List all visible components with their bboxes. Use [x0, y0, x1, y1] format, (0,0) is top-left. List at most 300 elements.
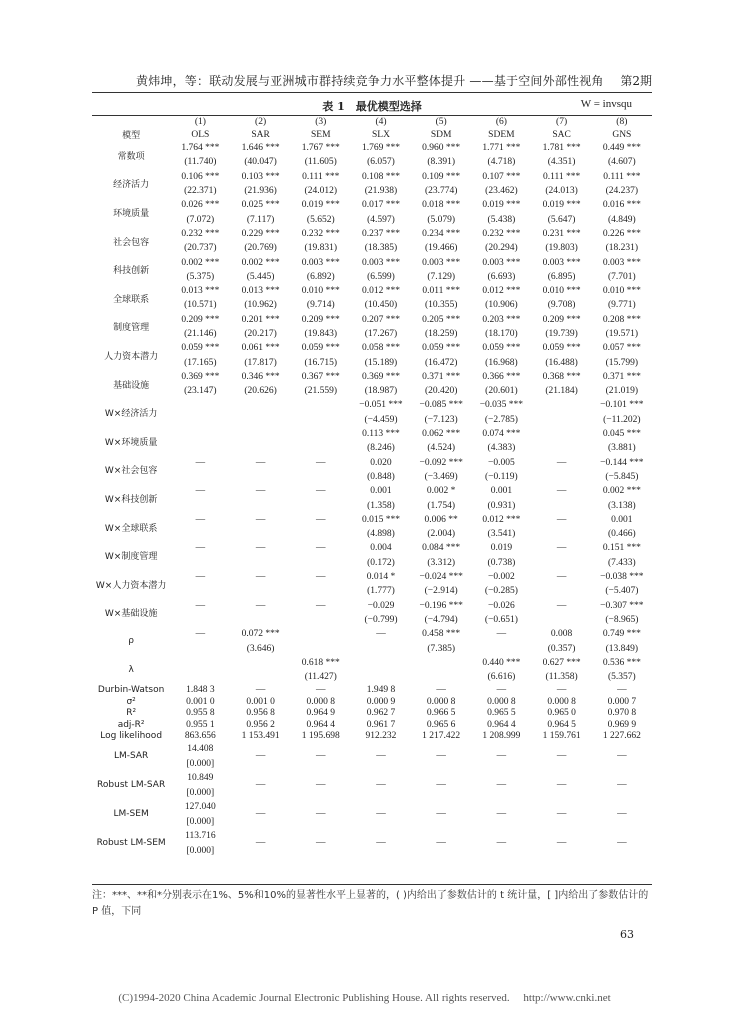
coef-cell: 0.369 ***: [361, 371, 400, 382]
coef-cell: −0.144 ***: [600, 457, 644, 468]
stat-cell: 912.232: [365, 731, 397, 742]
se-cell: (6.892): [306, 271, 335, 282]
coef-cell: —: [255, 543, 266, 554]
lm-label: LM-SAR: [113, 751, 149, 762]
table-row-se: [92, 527, 652, 541]
se-cell: [531, 413, 591, 427]
coef-cell: 0.226 ***: [602, 228, 641, 239]
col-number: (3): [315, 117, 327, 127]
coef-cell: 0.618 ***: [301, 657, 340, 668]
se-cell: [230, 498, 290, 512]
se-cell: (4.898): [367, 529, 395, 540]
se-cell: (−2.785): [484, 414, 518, 425]
col-number: (4): [375, 117, 387, 127]
coef-cell: 0.020: [370, 457, 392, 468]
se-cell: (9.771): [607, 300, 636, 311]
se-cell: (−3.469): [424, 471, 458, 482]
stat-cell: 0.961 7: [366, 719, 396, 730]
coef-cell: 0.627 ***: [542, 657, 581, 668]
se-cell: (8.246): [367, 443, 395, 454]
col-number: (5): [435, 117, 447, 127]
se-cell: (18.259): [424, 329, 458, 339]
table-row: [92, 541, 652, 555]
coef-cell: 0.059 ***: [422, 343, 461, 354]
coef-cell: 0.003 ***: [542, 257, 581, 268]
se-cell: (3.646): [246, 643, 275, 654]
stat-cell: 0.000 7: [607, 696, 637, 707]
se-cell: [230, 584, 290, 598]
row-label: 基础设施: [113, 380, 150, 391]
se-cell: (18.385): [364, 243, 398, 254]
se-cell: [291, 527, 351, 541]
stat-cell: 0.970 8: [607, 708, 637, 719]
row-label: W×制度管理: [104, 552, 158, 563]
stat-cell: 0.955 1: [186, 719, 215, 730]
table-row-se: [92, 327, 652, 341]
col-model: GNS: [612, 129, 632, 140]
se-cell: [531, 556, 591, 570]
stat-cell: 0.964 9: [306, 708, 336, 719]
empty-dash: —: [617, 838, 627, 849]
col-model: SAR: [251, 129, 270, 140]
stat-cell: 0.001 0: [246, 696, 275, 707]
coef-cell: 0.002 ***: [241, 257, 280, 268]
coef-cell: 0.001: [370, 486, 392, 497]
se-cell: (19.831): [304, 243, 337, 254]
table-row-se: [92, 613, 652, 627]
se-cell: [170, 670, 230, 684]
stat-row: [92, 719, 652, 731]
coef-cell: 0.201 ***: [241, 314, 280, 325]
se-cell: (−4.794): [424, 614, 458, 625]
se-cell: (5.438): [487, 214, 516, 225]
se-cell: (7.433): [607, 557, 636, 568]
se-cell: (19.739): [545, 329, 578, 339]
stat-row: [92, 707, 652, 719]
table-caption: [92, 98, 652, 114]
se-cell: (9.708): [547, 300, 576, 311]
col-number: (8): [616, 117, 628, 127]
row-label: W×人力资本潜力: [95, 580, 167, 591]
coef-cell: 1.771 ***: [482, 143, 521, 154]
coef-cell: 0.369 ***: [181, 371, 220, 382]
se-cell: (5.445): [246, 271, 275, 282]
empty-dash: —: [436, 809, 446, 820]
coef-cell: [170, 656, 230, 670]
se-cell: (6.895): [547, 271, 576, 282]
lm-p: [0.000]: [186, 758, 215, 769]
coef-cell: 0.062 ***: [422, 429, 461, 440]
coef-cell: —: [316, 457, 326, 468]
se-cell: [531, 613, 591, 627]
coef-cell: 0.113 ***: [362, 429, 400, 440]
coef-cell: —: [195, 600, 206, 611]
coef-cell: [531, 427, 591, 441]
se-cell: [170, 584, 230, 598]
se-cell: (15.799): [605, 357, 639, 368]
coef-cell: 0.025 ***: [241, 200, 280, 211]
coef-cell: −0.196 ***: [419, 600, 463, 611]
empty-dash: —: [556, 780, 567, 791]
coef-cell: 0.003 ***: [301, 257, 340, 268]
se-cell: (21.936): [244, 186, 277, 197]
coef-cell: 0.061 ***: [241, 343, 280, 354]
se-cell: (19.803): [545, 243, 578, 254]
se-cell: (21.559): [304, 386, 337, 397]
coef-cell: 0.371 ***: [602, 371, 641, 382]
se-cell: [230, 613, 290, 627]
issue-number: 第2期: [620, 74, 652, 88]
coef-cell: 0.232 ***: [301, 228, 340, 239]
se-cell: (3.541): [487, 529, 516, 540]
empty-dash: —: [556, 809, 567, 820]
coef-cell: —: [255, 572, 266, 583]
coef-cell: 0.019 ***: [301, 200, 340, 211]
table-row: [92, 656, 652, 670]
stat-cell: —: [617, 685, 627, 696]
lm-value: 127.040: [184, 802, 216, 813]
coef-cell: 0.449 ***: [602, 143, 641, 154]
coef-cell: 0.059 ***: [301, 343, 340, 354]
coef-cell: 0.003 ***: [482, 257, 521, 268]
running-header: [92, 70, 652, 92]
empty-dash: —: [316, 809, 326, 820]
coef-cell: 0.209 ***: [542, 314, 581, 325]
table-row: [92, 627, 652, 641]
se-cell: (7.385): [427, 643, 456, 654]
coef-cell: 0.002 *: [426, 486, 456, 497]
se-cell: [170, 641, 230, 655]
coef-cell: —: [316, 486, 326, 497]
se-cell: (10.450): [364, 300, 398, 311]
coef-cell: 0.010 ***: [542, 286, 581, 297]
row-label: 社会包容: [113, 237, 150, 248]
stat-label: Log likelihood: [100, 731, 163, 742]
se-cell: (18.170): [485, 329, 518, 339]
se-cell: (15.189): [364, 357, 398, 368]
col-model: OLS: [191, 129, 210, 140]
se-cell: (20.601): [485, 386, 518, 397]
coef-cell: [170, 427, 230, 441]
se-cell: [291, 470, 351, 484]
se-cell: [230, 527, 290, 541]
coef-cell: 0.111 ***: [302, 171, 340, 182]
se-cell: (18.987): [364, 386, 398, 397]
table-row: [92, 427, 652, 441]
stat-cell: 1 227.662: [602, 731, 641, 742]
coef-cell: [291, 398, 351, 412]
table-row-se: [92, 413, 652, 427]
coef-cell: 0.006 **: [424, 514, 458, 525]
coef-cell: 0.084 ***: [422, 543, 461, 554]
lm-row: [92, 800, 652, 815]
coef-cell: —: [195, 457, 206, 468]
header-rule: [92, 92, 652, 93]
se-cell: [531, 470, 591, 484]
empty-dash: —: [617, 751, 627, 762]
se-cell: (7.129): [427, 271, 456, 282]
se-cell: [471, 641, 531, 655]
coef-cell: 0.058 ***: [361, 343, 400, 354]
empty-dash: —: [496, 809, 507, 820]
col-number: (6): [495, 117, 507, 127]
se-cell: (0.172): [367, 557, 395, 568]
stat-cell: 0.964 4: [487, 719, 516, 730]
coef-cell: −0.029: [367, 600, 395, 611]
empty-dash: —: [496, 838, 507, 849]
se-cell: (17.165): [184, 357, 217, 368]
coef-cell: —: [195, 486, 206, 497]
lm-value: 113.716: [185, 831, 216, 842]
se-cell: [230, 670, 290, 684]
regression-table: [92, 116, 652, 858]
empty-dash: —: [617, 809, 627, 820]
lm-label: Robust LM-SAR: [97, 780, 166, 791]
stat-cell: 0.000 9: [366, 696, 396, 707]
se-cell: (5.647): [547, 214, 576, 225]
se-cell: (1.777): [367, 586, 395, 597]
coef-cell: —: [255, 514, 266, 525]
se-cell: [170, 556, 230, 570]
se-cell: [170, 470, 230, 484]
empty-dash: —: [376, 809, 386, 820]
stat-cell: 0.000 8: [547, 696, 576, 707]
coef-cell: 0.371 ***: [422, 371, 461, 382]
stat-cell: 0.001 0: [186, 696, 215, 707]
table-row: [92, 398, 652, 412]
stat-cell: 0.965 0: [547, 708, 576, 719]
coef-cell: 0.749 ***: [602, 629, 641, 640]
coef-cell: 0.013 ***: [241, 286, 280, 297]
coef-cell: −0.035 ***: [479, 400, 524, 411]
se-cell: (19.843): [304, 329, 337, 339]
stat-cell: 0.956 8: [246, 708, 275, 719]
empty-dash: —: [316, 780, 326, 791]
coef-cell: 0.366 ***: [482, 371, 521, 382]
coef-cell: −0.051 ***: [359, 400, 403, 411]
se-cell: (10.355): [424, 300, 458, 311]
se-cell: (3.138): [607, 500, 636, 511]
coef-cell: 0.108 ***: [361, 171, 400, 182]
stat-label: adj-R²: [117, 719, 145, 730]
se-cell: (23.462): [485, 186, 518, 197]
stat-cell: 0.000 8: [426, 696, 456, 707]
coef-cell: 0.107 ***: [482, 171, 521, 182]
col-model: SEM: [311, 129, 331, 140]
se-cell: (21.146): [184, 329, 217, 339]
coef-cell: —: [316, 514, 326, 525]
se-cell: [531, 584, 591, 598]
coef-cell: 0.017 ***: [361, 200, 400, 211]
table-row-se: [92, 641, 652, 655]
empty-dash: —: [255, 780, 266, 791]
se-cell: [531, 441, 591, 455]
table-row: [92, 170, 652, 184]
stat-cell: 0.000 8: [306, 696, 336, 707]
se-cell: (0.466): [607, 529, 636, 540]
lm-label: Robust LM-SEM: [96, 838, 166, 849]
table-row-se: [92, 470, 652, 484]
se-cell: (20.217): [244, 329, 277, 339]
stat-label: σ²: [126, 696, 136, 707]
stat-cell: 0.955 8: [186, 708, 215, 719]
coef-cell: 0.019: [490, 543, 513, 554]
coef-cell: [230, 398, 290, 412]
coef-cell: −0.005: [488, 457, 515, 468]
se-cell: [351, 670, 411, 684]
coef-cell: 0.103 ***: [241, 171, 280, 182]
coef-cell: 1.781 ***: [542, 143, 581, 154]
coef-cell: —: [556, 600, 567, 611]
row-label: W×全球联系: [104, 523, 158, 534]
coef-cell: 0.011 ***: [422, 286, 460, 297]
table-row-se: [92, 212, 652, 226]
row-label: 环境质量: [113, 208, 150, 219]
table-row: [92, 570, 652, 584]
empty-dash: —: [376, 838, 386, 849]
empty-dash: —: [556, 838, 567, 849]
empty-dash: —: [255, 809, 266, 820]
table-row: [92, 370, 652, 384]
row-label: W×基础设施: [104, 609, 158, 620]
coef-cell: 0.014 *: [366, 572, 396, 583]
coef-cell: 0.111 ***: [603, 171, 641, 182]
lm-row: [92, 771, 652, 786]
model-label: 模型: [122, 131, 141, 141]
se-cell: (3.881): [607, 443, 636, 454]
lm-label: LM-SEM: [113, 809, 149, 820]
coef-cell: −0.092 ***: [419, 457, 463, 468]
coef-cell: —: [195, 514, 206, 525]
coef-cell: 0.013 ***: [181, 286, 220, 297]
row-label: 人力资本潜力: [104, 351, 159, 362]
coef-cell: 0.203 ***: [482, 314, 521, 325]
se-cell: (11.740): [184, 157, 217, 168]
se-cell: [170, 527, 230, 541]
coef-cell: −0.024 ***: [419, 572, 463, 583]
col-number: (1): [194, 117, 206, 127]
coef-cell: 0.004: [370, 543, 392, 554]
se-cell: [230, 413, 290, 427]
coef-cell: 0.234 ***: [422, 228, 461, 239]
lm-row: [92, 829, 652, 844]
coef-cell: 0.536 ***: [602, 657, 641, 668]
se-cell: (6.057): [367, 157, 395, 168]
table-note: 注：***、**和*分别表示在1%、5%和10%的显著性水平上显著的，( )内给出了参数估计的 t 统计量，[ ]内给出了参数估计的 P 值，下同: [92, 890, 649, 917]
se-cell: (−7.123): [424, 414, 458, 425]
se-cell: [230, 441, 290, 455]
coef-cell: 0.019 ***: [542, 200, 581, 211]
stat-cell: 863.656: [184, 731, 216, 742]
stat-cell: 1 159.761: [542, 731, 581, 742]
se-cell: [291, 584, 351, 598]
coef-cell: —: [556, 572, 567, 583]
table-row: [92, 456, 652, 470]
se-cell: (4.524): [427, 443, 456, 454]
coef-cell: 0.458 ***: [422, 629, 461, 640]
table-row: [92, 313, 652, 327]
header-corner: [92, 116, 170, 128]
coef-cell: 0.231 ***: [542, 228, 581, 239]
se-cell: (11.358): [545, 672, 578, 683]
se-cell: [170, 613, 230, 627]
se-cell: (4.351): [547, 157, 576, 168]
row-label: W×环境质量: [104, 437, 158, 448]
coef-cell: —: [556, 543, 567, 554]
coef-cell: —: [556, 514, 567, 525]
se-cell: [531, 527, 591, 541]
se-cell: (−0.651): [484, 614, 518, 625]
row-label: 科技创新: [113, 266, 150, 277]
se-cell: [170, 413, 230, 427]
stat-cell: —: [436, 685, 446, 696]
se-cell: [291, 441, 351, 455]
se-cell: [291, 413, 351, 427]
se-cell: [291, 613, 351, 627]
coef-cell: 0.205 ***: [422, 314, 461, 325]
coef-cell: 0.012 ***: [482, 286, 521, 297]
coef-cell: 0.019 ***: [482, 200, 521, 211]
se-cell: (−5.845): [605, 471, 639, 482]
coef-cell: 0.074 ***: [482, 429, 521, 440]
table-row: [92, 141, 652, 155]
se-cell: (16.715): [304, 357, 337, 368]
se-cell: (7.072): [186, 214, 215, 225]
coef-cell: 0.440 ***: [482, 657, 521, 668]
coef-cell: [291, 627, 351, 641]
se-cell: [230, 470, 290, 484]
coef-cell: 0.209 ***: [301, 314, 340, 325]
coef-cell: —: [556, 457, 567, 468]
coef-cell: −0.307 ***: [600, 600, 644, 611]
table-row-se: [92, 355, 652, 369]
se-cell: (6.599): [367, 271, 395, 282]
stat-row: [92, 684, 652, 696]
se-cell: (20.626): [244, 386, 277, 397]
coef-cell: 0.010 ***: [602, 286, 641, 297]
se-cell: [411, 670, 471, 684]
header-row-models: [92, 128, 652, 141]
table-row-se: [92, 556, 652, 570]
coef-cell: —: [316, 543, 326, 554]
col-model: SAC: [552, 129, 571, 140]
row-label: W×经济活力: [104, 409, 158, 420]
row-label: 制度管理: [113, 323, 150, 334]
se-cell: (24.013): [545, 186, 578, 197]
coef-cell: 0.001: [611, 514, 633, 525]
empty-dash: —: [376, 780, 386, 791]
coef-cell: 0.010 ***: [301, 286, 340, 297]
stat-row: [92, 696, 652, 708]
se-cell: (4.597): [367, 214, 395, 225]
coef-cell: 1.646 ***: [241, 143, 280, 154]
coef-cell: 1.769 ***: [361, 143, 400, 154]
se-cell: [230, 556, 290, 570]
weight-matrix-label: W = invsqu: [580, 98, 632, 110]
empty-dash: —: [255, 838, 266, 849]
coef-cell: —: [255, 457, 266, 468]
stat-cell: 0.965 5: [487, 708, 516, 719]
empty-dash: —: [436, 838, 446, 849]
coef-cell: 0.229 ***: [241, 228, 280, 239]
coef-cell: [351, 656, 411, 670]
col-model: SLX: [372, 129, 390, 140]
table-row: [92, 484, 652, 498]
table-row: [92, 599, 652, 613]
coef-cell: −0.038 ***: [600, 572, 644, 583]
lm-row: [92, 742, 652, 757]
coef-cell: 0.106 ***: [181, 171, 220, 182]
